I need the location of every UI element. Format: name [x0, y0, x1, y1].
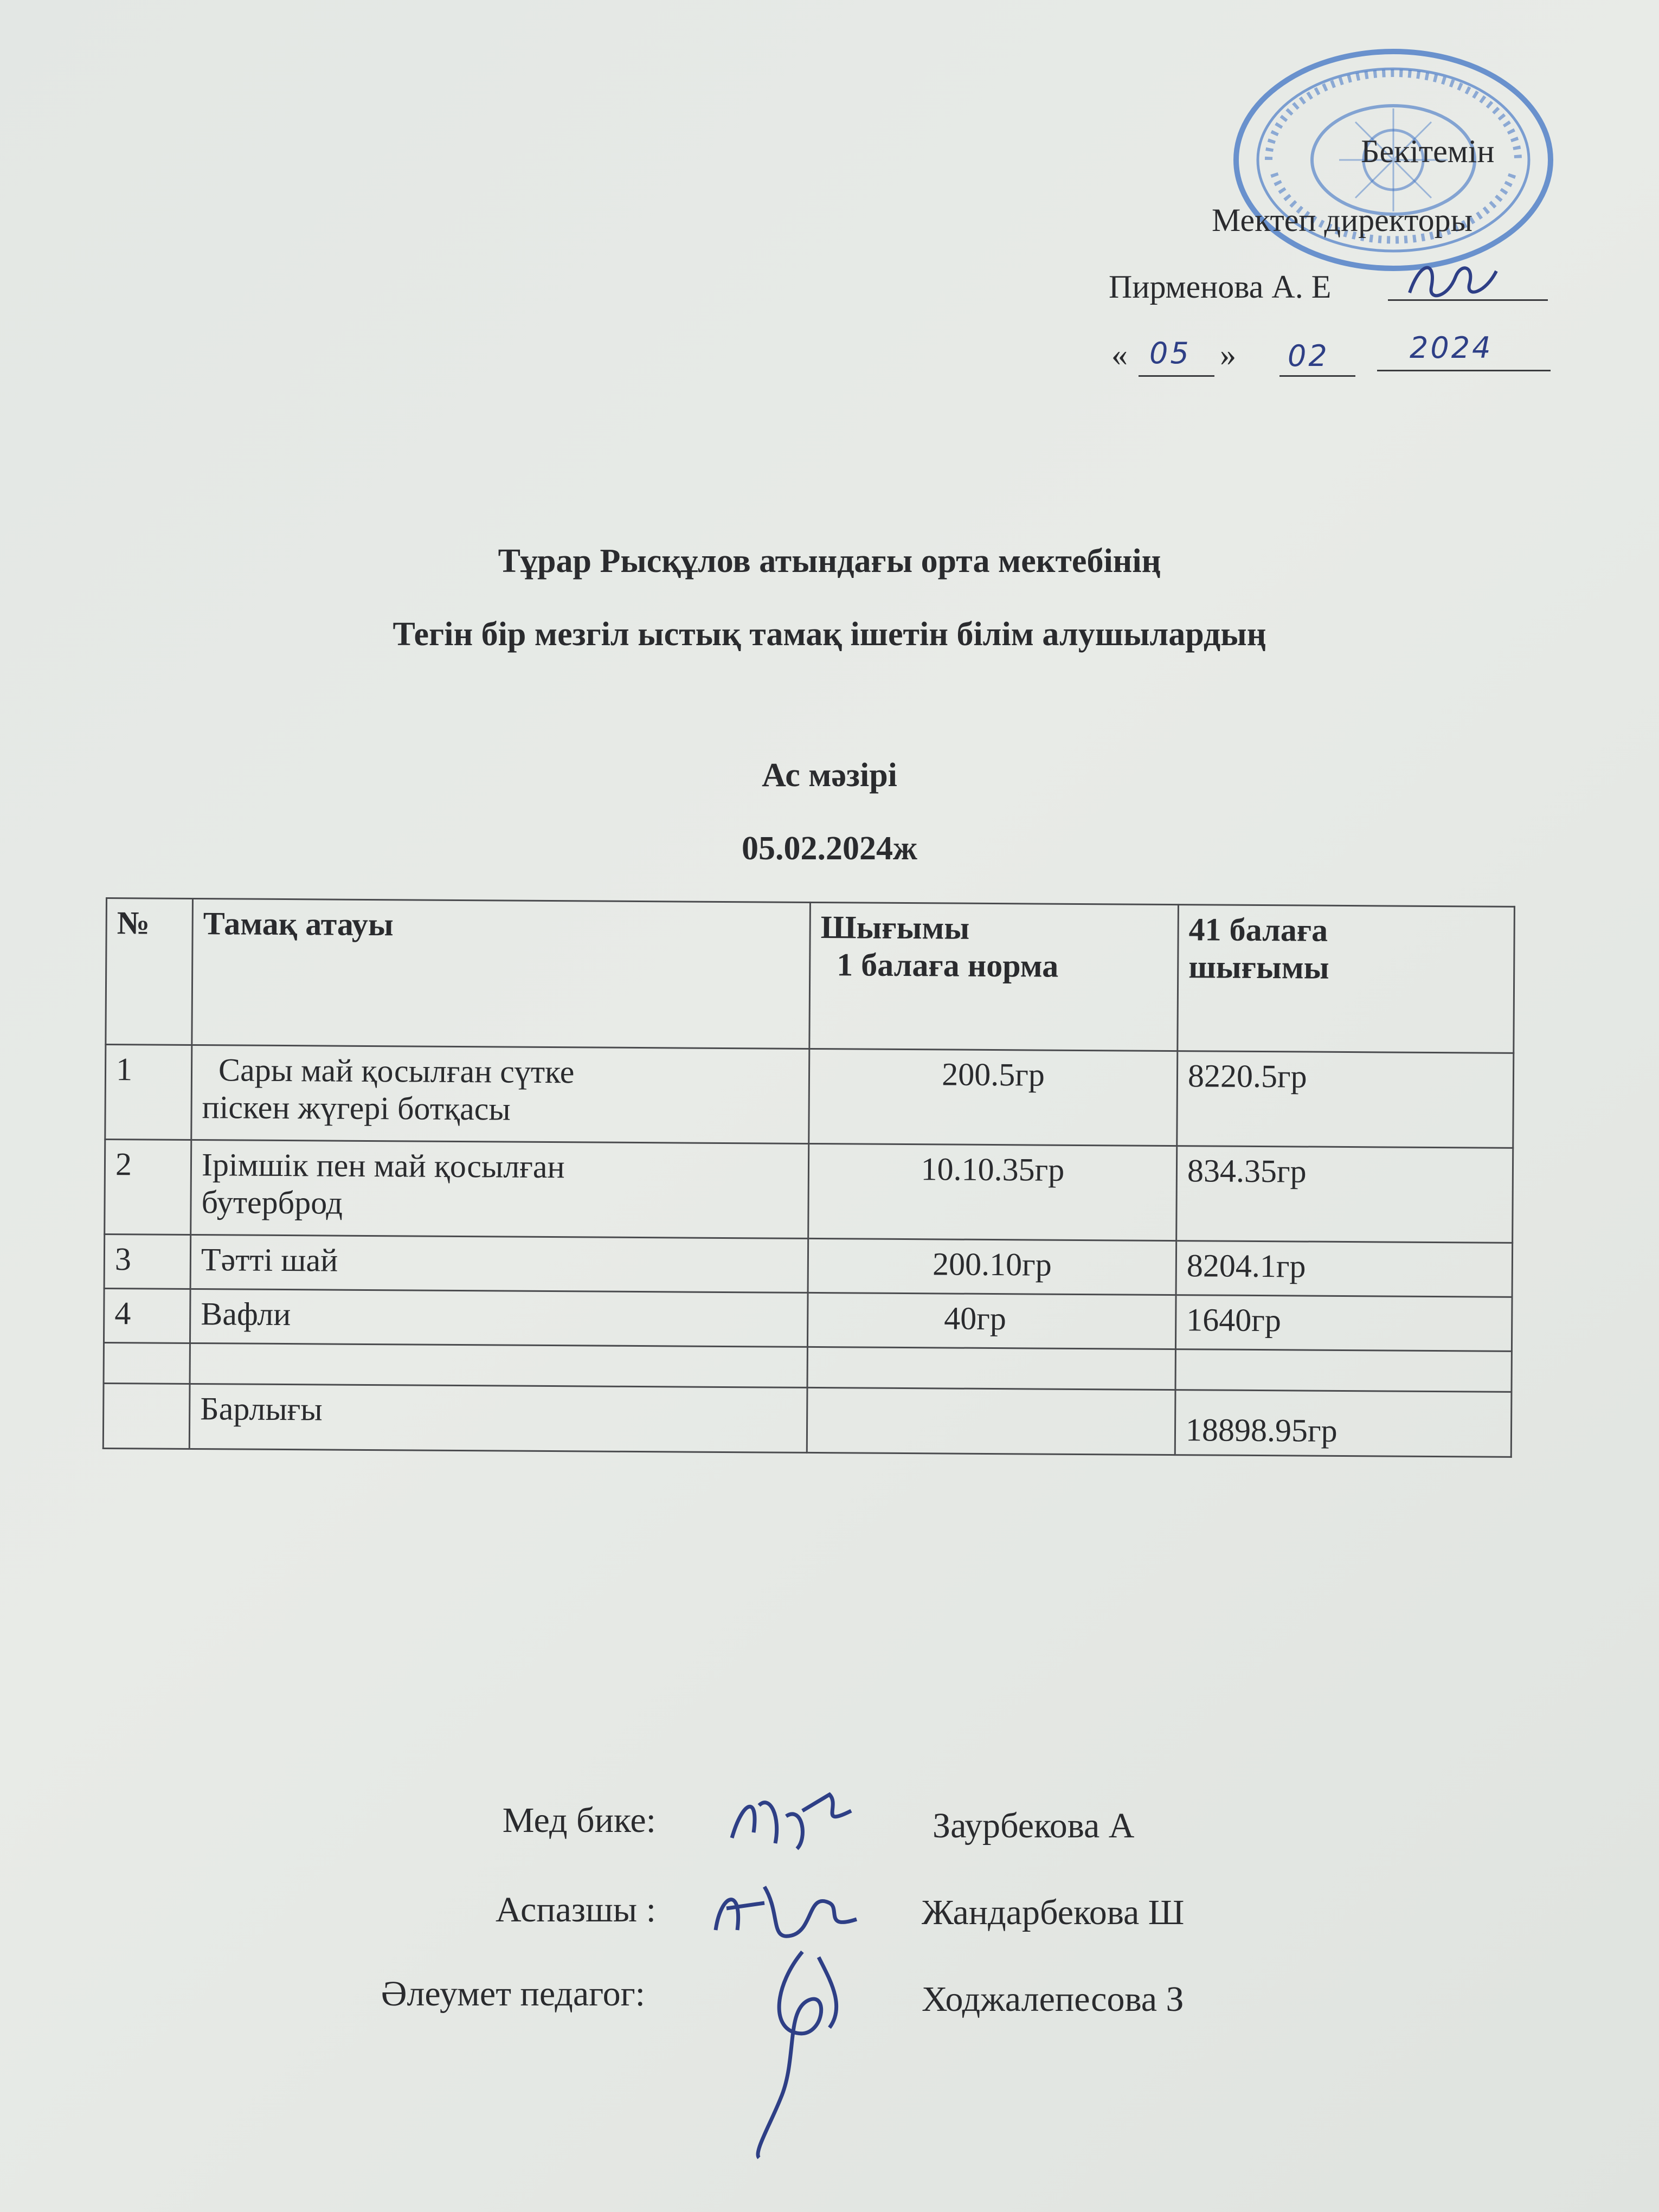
row-total: 1640гр — [1175, 1295, 1512, 1352]
director-signature — [1404, 255, 1502, 309]
row-total: 8204.1гр — [1176, 1241, 1513, 1297]
row-dish-name-line1: Сары май қосылған сүтке — [218, 1052, 575, 1090]
date-year: 2024 — [1410, 331, 1493, 365]
table-total-row — [103, 1383, 1512, 1457]
date-month: 02 — [1288, 339, 1329, 373]
signature-role-cook: Аспазшы : — [495, 1890, 656, 1930]
date-day: 05 — [1149, 336, 1191, 370]
row-dish-name: Вафли — [190, 1289, 808, 1347]
row-total: 834.35гр — [1176, 1146, 1513, 1243]
date-month-line — [1279, 375, 1355, 377]
row-num: 3 — [104, 1234, 191, 1289]
row-dish-name-line1: Ірімшік пен май қосылған — [201, 1147, 565, 1185]
signature-name-social-pedagogue: Ходжалепесова З — [922, 1979, 1184, 2019]
header-dish-name: Тамақ атауы — [192, 898, 811, 1049]
row-num: 1 — [105, 1045, 192, 1140]
row-total: 8220.5гр — [1177, 1051, 1514, 1148]
school-title: Тұрар Рысқұлов атындағы орта мектебінің — [498, 543, 1161, 580]
table-header-row — [106, 898, 1515, 1053]
date-day-line — [1139, 375, 1214, 377]
director-name: Пирменова А. Е — [1109, 269, 1332, 305]
table-row — [105, 1045, 1514, 1148]
row-dish-name — [191, 1045, 809, 1143]
signature-role-social-pedagogue: Әлеумет педагог: — [381, 1974, 645, 2014]
signature-social-pedagogue — [721, 1941, 862, 2169]
row-dish-name: Тәтті шай — [190, 1234, 808, 1293]
header-norm-line1: Шығымы — [820, 909, 970, 946]
row-dish-name-line2: бутерброд — [201, 1184, 343, 1221]
row-num: 4 — [104, 1288, 190, 1343]
table-row — [104, 1288, 1512, 1351]
table-row — [105, 1140, 1513, 1243]
menu-table — [102, 897, 1515, 1458]
recipients-subtitle: Тегін бір мезгіл ыстық тамақ ішетін білім алушылардың — [393, 616, 1266, 653]
total-label: Барлығы — [189, 1384, 807, 1452]
row-norm: 10.10.35гр — [808, 1143, 1177, 1240]
signature-name-nurse: Заурбекова А — [933, 1806, 1135, 1846]
header-num: № — [106, 898, 193, 1045]
approve-label: Бекітемін — [1361, 133, 1495, 169]
row-norm: 200.10гр — [808, 1238, 1176, 1295]
date-close-quote: » — [1220, 337, 1236, 372]
row-norm: 200.5гр — [809, 1049, 1178, 1146]
header-norm-line2: 1 балаға норма — [837, 947, 1059, 984]
signature-role-nurse: Мед бике: — [502, 1801, 656, 1840]
signature-name-cook: Жандарбекова Ш — [922, 1893, 1185, 1932]
menu-title: Ас мәзірі — [762, 757, 897, 794]
menu-date: 05.02.2024ж — [742, 830, 917, 867]
table-row — [104, 1234, 1513, 1297]
header-total-line2: шығымы — [1188, 949, 1329, 986]
row-dish-name — [191, 1140, 809, 1238]
header-norm — [809, 902, 1179, 1051]
director-signature-line — [1388, 299, 1548, 301]
signature-cook — [705, 1870, 867, 1952]
date-year-line — [1377, 370, 1551, 371]
row-dish-name-line2: піскен жүгері ботқасы — [202, 1089, 511, 1127]
signature-nurse — [721, 1784, 862, 1860]
director-position: Мектеп директоры — [1212, 202, 1472, 238]
date-open-quote: « — [1111, 337, 1128, 372]
row-norm: 40гр — [807, 1293, 1176, 1349]
header-total-line1: 41 балаға — [1188, 911, 1328, 948]
header-total — [1178, 905, 1515, 1053]
row-num: 2 — [105, 1140, 191, 1235]
total-value: 18898.95гр — [1175, 1390, 1512, 1457]
